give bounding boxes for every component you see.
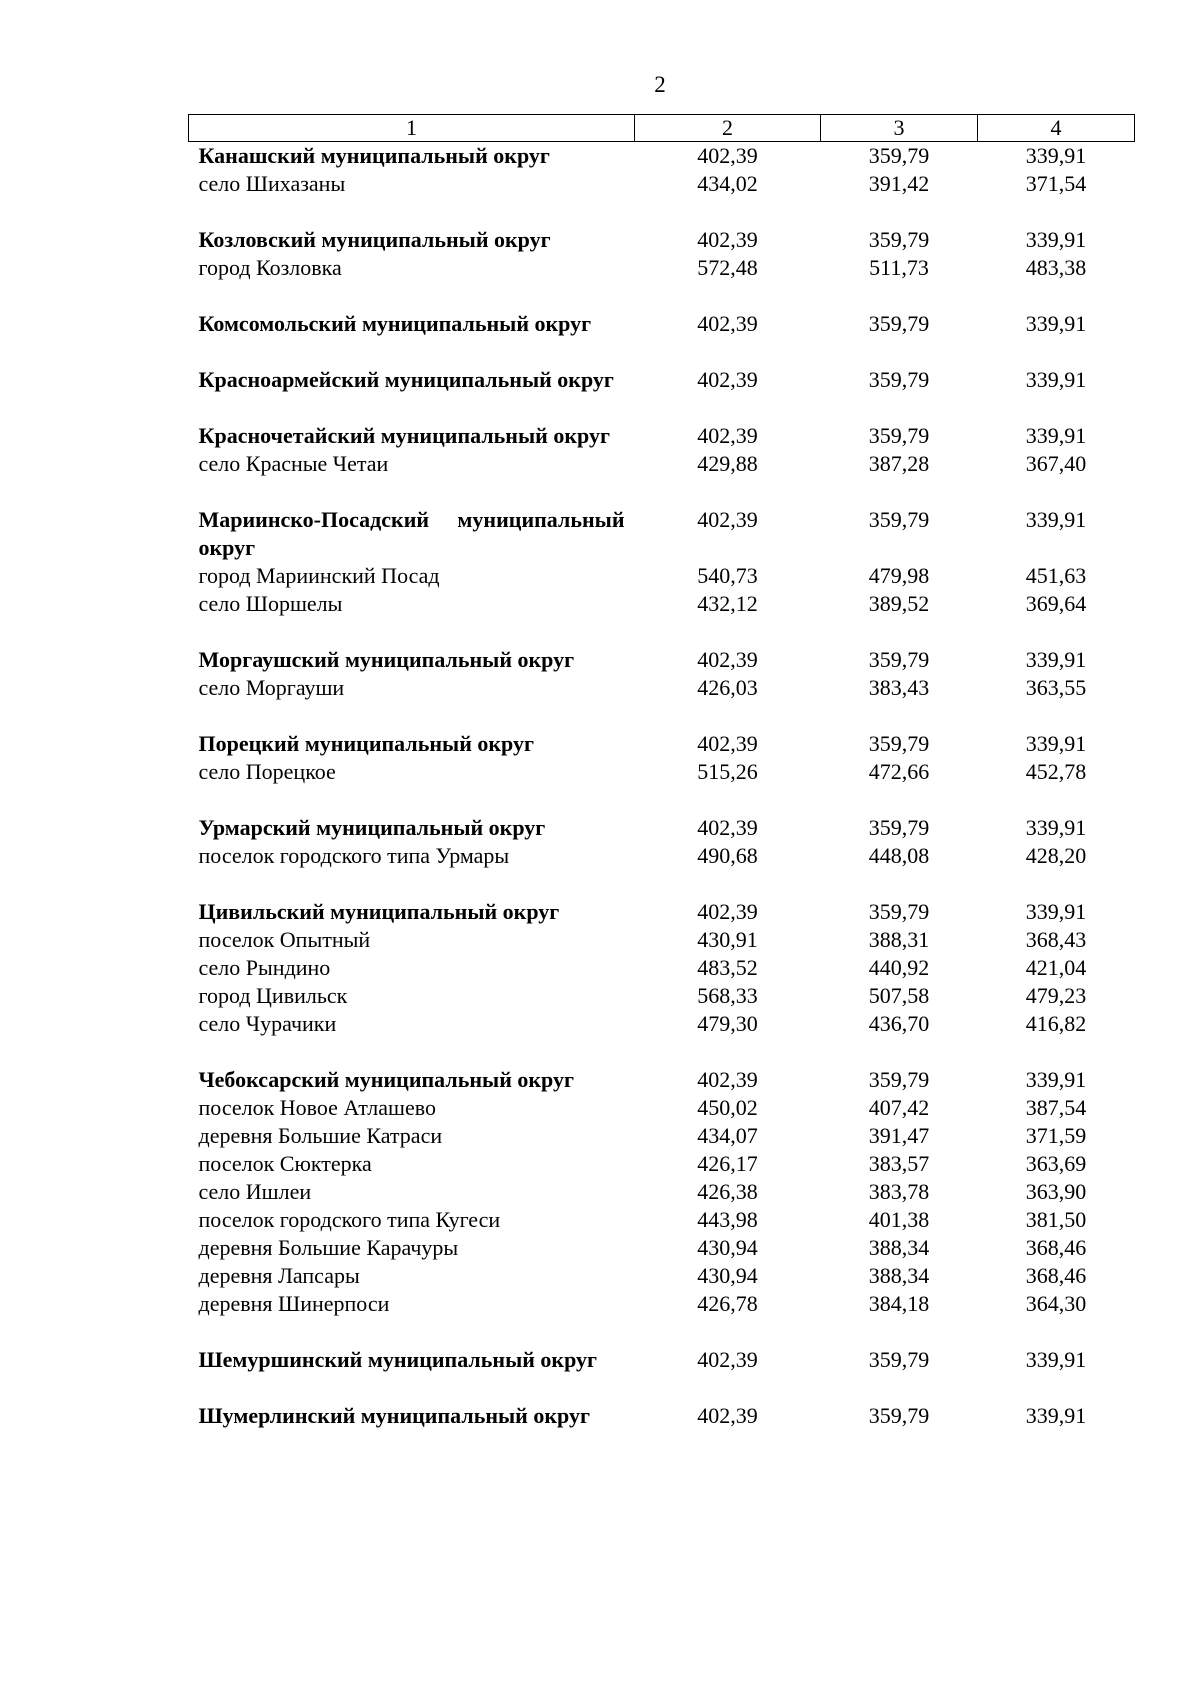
spacer-cell (635, 786, 821, 814)
value-col-2: 434,02 (697, 171, 758, 196)
settlement-row (189, 1178, 1135, 1206)
district-row (189, 310, 1135, 338)
value-col-2: 426,17 (697, 1151, 758, 1176)
value-col-4: 339,91 (1025, 507, 1087, 532)
spacer-cell (189, 282, 635, 310)
district-row (189, 142, 1135, 171)
value-col-4: 364,30 (1025, 1291, 1087, 1316)
spacer-cell (635, 1318, 821, 1346)
settlement-name: село Рындино (198, 955, 331, 980)
value-col-3: 391,42 (868, 171, 930, 196)
district-row (189, 898, 1135, 926)
spacer-row (189, 1318, 1135, 1346)
value-col-3: 383,57 (868, 1151, 930, 1176)
value-col-2: 402,39 (697, 815, 758, 840)
value-col-4: 369,64 (1025, 591, 1087, 616)
spacer-row (189, 282, 1135, 310)
value-col-2: 402,39 (697, 899, 758, 924)
settlement-row (189, 1122, 1135, 1150)
spacer-cell (189, 1038, 635, 1066)
value-col-2: 402,39 (697, 507, 758, 532)
spacer-cell (635, 1038, 821, 1066)
spacer-cell (635, 282, 821, 310)
value-col-4: 339,91 (1025, 311, 1087, 336)
value-col-3: 359,79 (868, 423, 930, 448)
value-col-3: 479,98 (868, 563, 930, 588)
value-col-4: 387,54 (1025, 1095, 1087, 1120)
settlement-name: деревня Большие Катраси (198, 1123, 443, 1148)
district-name: Порецкий муниципальный округ (198, 731, 534, 756)
district-name: Козловский муниципальный округ (198, 227, 551, 252)
value-col-3: 383,78 (868, 1179, 930, 1204)
spacer-cell (189, 870, 635, 898)
value-col-3: 401,38 (868, 1207, 930, 1232)
value-col-2: 429,88 (697, 451, 758, 476)
spacer-cell (189, 1374, 635, 1402)
settlement-name: город Козловка (198, 255, 342, 280)
settlement-row (189, 674, 1135, 702)
value-col-3: 391,47 (868, 1123, 930, 1148)
settlement-row (189, 758, 1135, 786)
value-col-2: 515,26 (697, 759, 758, 784)
spacer-cell (635, 198, 821, 226)
district-name: Красноармейский муниципальный округ (198, 367, 614, 392)
spacer-cell (189, 618, 635, 646)
value-col-2: 540,73 (697, 563, 758, 588)
spacer-cell (635, 338, 821, 366)
spacer-cell (635, 394, 821, 422)
value-col-3: 359,79 (868, 143, 930, 168)
value-col-4: 339,91 (1025, 367, 1087, 392)
settlement-name: деревня Лапсары (198, 1263, 360, 1288)
value-col-4: 339,91 (1025, 143, 1087, 168)
district-name: Канашский муниципальный округ (198, 143, 550, 168)
value-col-3: 359,79 (868, 1403, 930, 1428)
district-row (189, 1066, 1135, 1094)
district-name: Комсомольский муниципальный округ (198, 311, 592, 336)
settlement-name: город Мариинский Посад (198, 563, 440, 588)
value-col-2: 568,33 (697, 983, 758, 1008)
table-header (189, 115, 1135, 142)
header-col-3: 3 (821, 115, 978, 142)
value-col-4: 381,50 (1025, 1207, 1087, 1232)
settlement-name: село Порецкое (198, 759, 336, 784)
value-col-4: 339,91 (1025, 815, 1087, 840)
settlement-name: поселок городского типа Кугеси (198, 1207, 501, 1232)
district-row (189, 1346, 1135, 1374)
spacer-cell (978, 1374, 1135, 1402)
spacer-cell (189, 394, 635, 422)
tariff-table (188, 114, 1135, 1430)
value-col-2: 402,39 (697, 367, 758, 392)
settlement-name: поселок городского типа Урмары (198, 843, 510, 868)
value-col-3: 387,28 (868, 451, 930, 476)
spacer-cell (821, 282, 978, 310)
value-col-4: 368,46 (1025, 1235, 1087, 1260)
value-col-2: 432,12 (697, 591, 758, 616)
spacer-cell (978, 1038, 1135, 1066)
value-col-3: 383,43 (868, 675, 930, 700)
value-col-2: 443,98 (697, 1207, 758, 1232)
spacer-cell (978, 870, 1135, 898)
value-col-4: 416,82 (1025, 1011, 1087, 1036)
value-col-3: 389,52 (868, 591, 930, 616)
value-col-2: 430,94 (697, 1263, 758, 1288)
settlement-name: село Моргауши (198, 675, 345, 700)
value-col-3: 359,79 (868, 227, 930, 252)
table-body (189, 142, 1135, 1431)
spacer-cell (189, 198, 635, 226)
value-col-2: 402,39 (697, 227, 758, 252)
value-col-4: 371,54 (1025, 171, 1087, 196)
value-col-2: 402,39 (697, 1347, 758, 1372)
value-col-3: 448,08 (868, 843, 930, 868)
spacer-cell (821, 1038, 978, 1066)
value-col-4: 339,91 (1025, 227, 1087, 252)
spacer-cell (635, 870, 821, 898)
spacer-cell (189, 478, 635, 506)
settlement-row (189, 254, 1135, 282)
tariff-table-container (188, 114, 1134, 1430)
value-col-4: 339,91 (1025, 1403, 1087, 1428)
district-name: Цивильский муниципальный округ (198, 899, 560, 924)
spacer-cell (978, 394, 1135, 422)
district-name: Моргаушский муниципальный округ (198, 647, 575, 672)
value-col-2: 483,52 (697, 955, 758, 980)
header-row (189, 115, 1135, 142)
settlement-name: деревня Большие Карачуры (198, 1235, 459, 1260)
spacer-cell (821, 618, 978, 646)
district-row (189, 366, 1135, 394)
value-col-4: 368,46 (1025, 1263, 1087, 1288)
settlement-name: село Ишлеи (198, 1179, 312, 1204)
district-name: Шемуршинский муниципальный округ (198, 1347, 598, 1372)
district-row (189, 730, 1135, 758)
spacer-cell (635, 702, 821, 730)
settlement-row (189, 1290, 1135, 1318)
spacer-cell (978, 618, 1135, 646)
spacer-cell (189, 338, 635, 366)
spacer-row (189, 786, 1135, 814)
spacer-cell (821, 870, 978, 898)
settlement-row (189, 1094, 1135, 1122)
value-col-4: 339,91 (1025, 1067, 1087, 1092)
spacer-cell (978, 282, 1135, 310)
spacer-cell (821, 1318, 978, 1346)
value-col-3: 507,58 (868, 983, 930, 1008)
value-col-4: 363,55 (1025, 675, 1087, 700)
settlement-name: поселок Новое Атлашево (198, 1095, 436, 1120)
district-row (189, 506, 1135, 562)
value-col-2: 402,39 (697, 311, 758, 336)
spacer-cell (978, 702, 1135, 730)
spacer-cell (189, 702, 635, 730)
value-col-3: 359,79 (868, 311, 930, 336)
spacer-row (189, 198, 1135, 226)
spacer-row (189, 394, 1135, 422)
settlement-name: село Шихазаны (198, 171, 346, 196)
value-col-2: 434,07 (697, 1123, 758, 1148)
value-col-3: 359,79 (868, 731, 930, 756)
settlement-row (189, 842, 1135, 870)
value-col-2: 402,39 (697, 1067, 758, 1092)
value-col-3: 359,79 (868, 815, 930, 840)
value-col-2: 402,39 (697, 647, 758, 672)
header-col-1: 1 (189, 115, 635, 142)
value-col-2: 426,38 (697, 1179, 758, 1204)
value-col-4: 421,04 (1025, 955, 1087, 980)
settlement-row (189, 170, 1135, 198)
value-col-4: 339,91 (1025, 647, 1087, 672)
value-col-2: 430,94 (697, 1235, 758, 1260)
spacer-cell (978, 198, 1135, 226)
value-col-2: 572,48 (697, 255, 758, 280)
settlement-row (189, 926, 1135, 954)
value-col-4: 371,59 (1025, 1123, 1087, 1148)
spacer-row (189, 870, 1135, 898)
value-col-4: 368,43 (1025, 927, 1087, 952)
spacer-cell (821, 786, 978, 814)
district-name: Урмарский муниципальный округ (198, 815, 546, 840)
value-col-2: 479,30 (697, 1011, 758, 1036)
value-col-4: 428,20 (1025, 843, 1087, 868)
value-col-4: 367,40 (1025, 451, 1087, 476)
spacer-row (189, 478, 1135, 506)
value-col-3: 472,66 (868, 759, 930, 784)
value-col-3: 388,31 (868, 927, 930, 952)
value-col-3: 359,79 (868, 367, 930, 392)
value-col-4: 363,90 (1025, 1179, 1087, 1204)
value-col-4: 363,69 (1025, 1151, 1087, 1176)
spacer-cell (189, 1318, 635, 1346)
district-row (189, 226, 1135, 254)
value-col-4: 452,78 (1025, 759, 1087, 784)
value-col-2: 490,68 (697, 843, 758, 868)
settlement-name: город Цивильск (198, 983, 348, 1008)
value-col-2: 402,39 (697, 1403, 758, 1428)
spacer-cell (821, 702, 978, 730)
page-number: 2 (654, 72, 666, 97)
value-col-2: 402,39 (697, 731, 758, 756)
settlement-row (189, 1234, 1135, 1262)
value-col-4: 483,38 (1025, 255, 1087, 280)
spacer-cell (635, 478, 821, 506)
value-col-4: 339,91 (1025, 899, 1087, 924)
spacer-cell (978, 478, 1135, 506)
value-col-2: 426,03 (697, 675, 758, 700)
spacer-cell (978, 338, 1135, 366)
value-col-2: 450,02 (697, 1095, 758, 1120)
value-col-3: 359,79 (868, 1067, 930, 1092)
spacer-row (189, 702, 1135, 730)
header-col-4: 4 (978, 115, 1135, 142)
district-name: Шумерлинский муниципальный округ (198, 1403, 590, 1428)
spacer-cell (821, 1374, 978, 1402)
spacer-cell (978, 1318, 1135, 1346)
spacer-cell (821, 478, 978, 506)
header-col-2: 2 (635, 115, 821, 142)
value-col-3: 359,79 (868, 647, 930, 672)
value-col-3: 384,18 (868, 1291, 930, 1316)
value-col-3: 359,79 (868, 507, 930, 532)
value-col-2: 402,39 (697, 423, 758, 448)
value-col-2: 430,91 (697, 927, 758, 952)
spacer-cell (821, 338, 978, 366)
settlement-row (189, 450, 1135, 478)
value-col-3: 359,79 (868, 899, 930, 924)
settlement-row (189, 1206, 1135, 1234)
spacer-cell (635, 1374, 821, 1402)
value-col-4: 339,91 (1025, 731, 1087, 756)
spacer-row (189, 1374, 1135, 1402)
value-col-4: 339,91 (1025, 423, 1087, 448)
value-col-3: 511,73 (869, 255, 929, 280)
settlement-row (189, 590, 1135, 618)
district-name: Мариинско-Посадский муниципальный округ (198, 507, 625, 560)
spacer-cell (189, 786, 635, 814)
settlement-row (189, 562, 1135, 590)
spacer-cell (978, 786, 1135, 814)
value-col-3: 440,92 (868, 955, 930, 980)
settlement-name: село Чурачики (198, 1011, 337, 1036)
district-row (189, 814, 1135, 842)
settlement-row (189, 1010, 1135, 1038)
value-col-3: 388,34 (868, 1235, 930, 1260)
spacer-row (189, 1038, 1135, 1066)
district-name: Чебоксарский муниципальный округ (198, 1067, 574, 1092)
value-col-3: 388,34 (868, 1263, 930, 1288)
spacer-cell (821, 394, 978, 422)
district-row (189, 646, 1135, 674)
spacer-row (189, 618, 1135, 646)
settlement-row (189, 1150, 1135, 1178)
settlement-name: деревня Шинерпоси (198, 1291, 390, 1316)
value-col-4: 339,91 (1025, 1347, 1087, 1372)
spacer-cell (821, 198, 978, 226)
value-col-4: 479,23 (1025, 983, 1087, 1008)
settlement-name: поселок Опытный (198, 927, 371, 952)
value-col-3: 407,42 (868, 1095, 930, 1120)
settlement-row (189, 954, 1135, 982)
value-col-3: 436,70 (868, 1011, 930, 1036)
settlement-name: село Красные Четаи (198, 451, 389, 476)
settlement-row (189, 982, 1135, 1010)
spacer-cell (635, 618, 821, 646)
value-col-3: 359,79 (868, 1347, 930, 1372)
spacer-row (189, 338, 1135, 366)
settlement-name: поселок Сюктерка (198, 1151, 372, 1176)
district-name: Красночетайский муниципальный округ (198, 423, 610, 448)
value-col-2: 426,78 (697, 1291, 758, 1316)
value-col-2: 402,39 (697, 143, 758, 168)
value-col-4: 451,63 (1025, 563, 1087, 588)
district-row (189, 422, 1135, 450)
settlement-row (189, 1262, 1135, 1290)
settlement-name: село Шоршелы (198, 591, 343, 616)
district-row (189, 1402, 1135, 1430)
